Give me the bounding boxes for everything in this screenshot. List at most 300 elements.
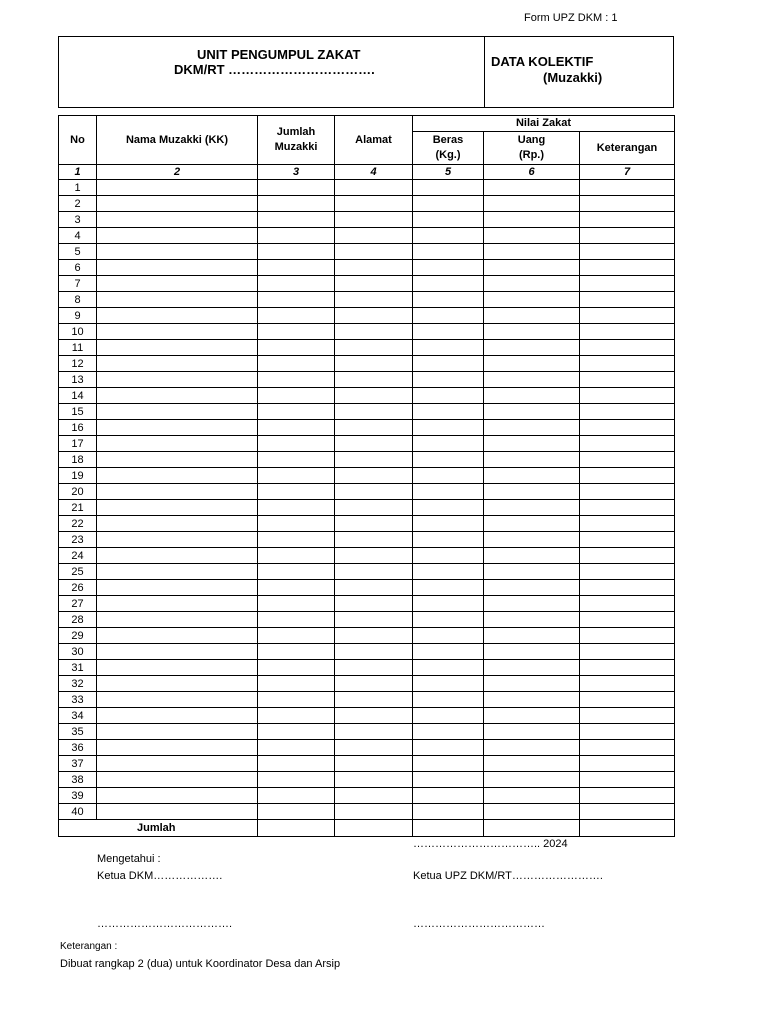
- table-cell[interactable]: [484, 244, 580, 260]
- table-cell[interactable]: [484, 788, 580, 804]
- table-cell[interactable]: [413, 676, 484, 692]
- table-cell[interactable]: [335, 676, 413, 692]
- table-cell[interactable]: [580, 196, 675, 212]
- table-cell[interactable]: [97, 180, 258, 196]
- header-box: [58, 36, 674, 108]
- table-cell[interactable]: [97, 260, 258, 276]
- row-number: 16: [59, 420, 97, 436]
- column-number: 1: [59, 165, 97, 180]
- table-cell[interactable]: [413, 612, 484, 628]
- table-cell[interactable]: [580, 612, 675, 628]
- row-number: 38: [59, 772, 97, 788]
- table-cell[interactable]: [258, 452, 335, 468]
- table-cell[interactable]: [484, 436, 580, 452]
- table-cell[interactable]: [580, 356, 675, 372]
- table-cell[interactable]: [484, 260, 580, 276]
- table-cell[interactable]: [335, 420, 413, 436]
- table-cell[interactable]: [97, 756, 258, 772]
- col-header-uang-line2: (Rp.): [518, 149, 545, 161]
- table-cell[interactable]: [335, 692, 413, 708]
- table-row: [59, 228, 675, 244]
- table-cell[interactable]: [413, 804, 484, 820]
- table-cell[interactable]: [413, 420, 484, 436]
- table-cell[interactable]: [97, 452, 258, 468]
- table-cell[interactable]: [484, 388, 580, 404]
- row-number: 15: [59, 404, 97, 420]
- table-cell[interactable]: [97, 804, 258, 820]
- table-cell[interactable]: [484, 420, 580, 436]
- table-cell[interactable]: [484, 308, 580, 324]
- row-number: 26: [59, 580, 97, 596]
- table-cell[interactable]: [97, 692, 258, 708]
- table-cell[interactable]: [413, 180, 484, 196]
- table-cell[interactable]: [580, 756, 675, 772]
- table-cell[interactable]: [97, 676, 258, 692]
- table-cell[interactable]: [258, 276, 335, 292]
- table-cell[interactable]: [97, 644, 258, 660]
- table-cell[interactable]: [484, 628, 580, 644]
- table-row: [59, 452, 675, 468]
- table-cell[interactable]: [484, 404, 580, 420]
- row-number: 22: [59, 516, 97, 532]
- table-cell[interactable]: [580, 388, 675, 404]
- table-cell[interactable]: [413, 532, 484, 548]
- table-cell[interactable]: [335, 564, 413, 580]
- table-cell[interactable]: [97, 484, 258, 500]
- table-cell[interactable]: [580, 564, 675, 580]
- table-cell[interactable]: [97, 404, 258, 420]
- table-cell[interactable]: [335, 404, 413, 420]
- table-cell[interactable]: [413, 644, 484, 660]
- table-cell[interactable]: [335, 596, 413, 612]
- table-cell[interactable]: [484, 772, 580, 788]
- table-cell[interactable]: [97, 196, 258, 212]
- table-cell[interactable]: [258, 372, 335, 388]
- table-cell[interactable]: [258, 516, 335, 532]
- table-cell[interactable]: [484, 340, 580, 356]
- table-cell[interactable]: [484, 516, 580, 532]
- row-number: 29: [59, 628, 97, 644]
- table-cell[interactable]: [258, 708, 335, 724]
- table-cell[interactable]: [580, 292, 675, 308]
- table-cell[interactable]: [484, 676, 580, 692]
- table-cell[interactable]: [484, 468, 580, 484]
- row-number: 11: [59, 340, 97, 356]
- table-cell[interactable]: [258, 660, 335, 676]
- row-number: 5: [59, 244, 97, 260]
- table-cell[interactable]: [97, 660, 258, 676]
- table-cell[interactable]: [413, 516, 484, 532]
- table-row: [59, 276, 675, 292]
- table-cell[interactable]: [580, 708, 675, 724]
- table-cell[interactable]: [335, 292, 413, 308]
- table-cell[interactable]: [413, 708, 484, 724]
- table-row: [59, 596, 675, 612]
- table-cell[interactable]: [258, 612, 335, 628]
- table-cell[interactable]: [484, 324, 580, 340]
- table-cell[interactable]: [97, 212, 258, 228]
- table-cell[interactable]: [97, 628, 258, 644]
- table-cell[interactable]: [258, 548, 335, 564]
- table-cell[interactable]: [580, 532, 675, 548]
- table-cell[interactable]: [484, 212, 580, 228]
- row-number: 24: [59, 548, 97, 564]
- table-cell[interactable]: [97, 436, 258, 452]
- row-number: 9: [59, 308, 97, 324]
- table-cell[interactable]: [335, 740, 413, 756]
- table-cell[interactable]: [258, 244, 335, 260]
- table-cell[interactable]: [258, 388, 335, 404]
- table-cell[interactable]: [335, 644, 413, 660]
- column-number: 4: [335, 165, 413, 180]
- table-cell[interactable]: [97, 740, 258, 756]
- table-row: [59, 708, 675, 724]
- table-row: [59, 612, 675, 628]
- table-cell[interactable]: [413, 244, 484, 260]
- table-cell[interactable]: [335, 260, 413, 276]
- column-number: 5: [413, 165, 484, 180]
- table-row: [59, 292, 675, 308]
- table-cell[interactable]: [97, 708, 258, 724]
- table-cell[interactable]: [258, 596, 335, 612]
- table-cell[interactable]: [335, 628, 413, 644]
- table-cell[interactable]: [335, 340, 413, 356]
- signature-line-upz: ………………………………: [413, 918, 545, 930]
- table-cell[interactable]: [484, 356, 580, 372]
- ketua-upz-label: Ketua UPZ DKM/RT…………………….: [413, 870, 603, 882]
- table-cell[interactable]: [484, 756, 580, 772]
- col-header-uang: [484, 132, 580, 165]
- table-cell[interactable]: [335, 372, 413, 388]
- table-cell[interactable]: [580, 804, 675, 820]
- table-row: [59, 180, 675, 196]
- table-cell[interactable]: [335, 660, 413, 676]
- table-cell[interactable]: [335, 804, 413, 820]
- table-cell[interactable]: [97, 788, 258, 804]
- table-cell[interactable]: [258, 628, 335, 644]
- table-cell[interactable]: [580, 180, 675, 196]
- table-cell[interactable]: [97, 388, 258, 404]
- table-cell[interactable]: [258, 564, 335, 580]
- table-cell[interactable]: [413, 500, 484, 516]
- table-cell[interactable]: [580, 548, 675, 564]
- table-cell[interactable]: [413, 212, 484, 228]
- table-cell[interactable]: [97, 324, 258, 340]
- table-cell[interactable]: [335, 180, 413, 196]
- table-cell[interactable]: [335, 756, 413, 772]
- table-cell[interactable]: [335, 436, 413, 452]
- table-cell[interactable]: [335, 580, 413, 596]
- table-cell[interactable]: [97, 596, 258, 612]
- column-number: 3: [258, 165, 335, 180]
- table-cell[interactable]: [484, 292, 580, 308]
- table-cell[interactable]: [580, 628, 675, 644]
- table-row: [59, 404, 675, 420]
- table-cell[interactable]: [580, 420, 675, 436]
- table-cell[interactable]: [580, 676, 675, 692]
- table-cell[interactable]: [335, 548, 413, 564]
- table-cell[interactable]: [335, 772, 413, 788]
- table-cell[interactable]: [258, 324, 335, 340]
- table-cell[interactable]: [258, 260, 335, 276]
- table-cell[interactable]: [484, 612, 580, 628]
- table-cell[interactable]: [335, 308, 413, 324]
- table-cell[interactable]: [484, 692, 580, 708]
- table-cell[interactable]: [580, 244, 675, 260]
- table-cell[interactable]: [413, 340, 484, 356]
- table-cell[interactable]: [413, 292, 484, 308]
- total-cell: [484, 820, 580, 837]
- table-cell[interactable]: [335, 244, 413, 260]
- table-cell[interactable]: [413, 260, 484, 276]
- total-cell: [258, 820, 335, 837]
- table-cell[interactable]: [258, 308, 335, 324]
- table-cell[interactable]: [484, 500, 580, 516]
- table-cell[interactable]: [335, 468, 413, 484]
- table-cell[interactable]: [413, 788, 484, 804]
- table-cell[interactable]: [413, 324, 484, 340]
- row-number: 36: [59, 740, 97, 756]
- table-cell[interactable]: [484, 180, 580, 196]
- table-cell[interactable]: [413, 772, 484, 788]
- table-cell[interactable]: [335, 724, 413, 740]
- table-cell[interactable]: [413, 580, 484, 596]
- table-cell[interactable]: [335, 276, 413, 292]
- table-row: [59, 772, 675, 788]
- table-cell[interactable]: [484, 548, 580, 564]
- table-cell[interactable]: [97, 276, 258, 292]
- table-cell[interactable]: [97, 724, 258, 740]
- table-cell[interactable]: [484, 708, 580, 724]
- table-cell[interactable]: [97, 500, 258, 516]
- table-cell[interactable]: [484, 532, 580, 548]
- table-cell[interactable]: [97, 468, 258, 484]
- table-cell[interactable]: [484, 276, 580, 292]
- table-cell[interactable]: [413, 628, 484, 644]
- table-cell[interactable]: [484, 580, 580, 596]
- table-cell[interactable]: [258, 644, 335, 660]
- table-cell[interactable]: [484, 452, 580, 468]
- table-cell[interactable]: [580, 580, 675, 596]
- total-cell: [580, 820, 675, 837]
- table-cell[interactable]: [580, 516, 675, 532]
- table-cell[interactable]: [335, 612, 413, 628]
- col-header-uang-line1: Uang: [517, 134, 546, 146]
- table-cell[interactable]: [580, 788, 675, 804]
- table-cell[interactable]: [413, 228, 484, 244]
- table-cell[interactable]: [580, 692, 675, 708]
- table-cell[interactable]: [413, 660, 484, 676]
- table-cell[interactable]: [258, 292, 335, 308]
- table-cell[interactable]: [413, 564, 484, 580]
- table-cell[interactable]: [580, 484, 675, 500]
- table-cell[interactable]: [413, 484, 484, 500]
- table-cell[interactable]: [335, 484, 413, 500]
- table-cell[interactable]: [580, 644, 675, 660]
- table-cell[interactable]: [258, 692, 335, 708]
- table-cell[interactable]: [258, 196, 335, 212]
- table-cell[interactable]: [97, 356, 258, 372]
- table-cell[interactable]: [335, 516, 413, 532]
- table-cell[interactable]: [335, 228, 413, 244]
- table-cell[interactable]: [335, 324, 413, 340]
- table-cell[interactable]: [413, 548, 484, 564]
- col-header-nama: Nama Muzakki (KK): [97, 116, 258, 165]
- table-cell[interactable]: [335, 196, 413, 212]
- table-cell[interactable]: [335, 356, 413, 372]
- table-cell[interactable]: [97, 548, 258, 564]
- table-row: [59, 804, 675, 820]
- row-number: 33: [59, 692, 97, 708]
- table-cell[interactable]: [484, 372, 580, 388]
- table-cell[interactable]: [97, 580, 258, 596]
- table-cell[interactable]: [335, 500, 413, 516]
- table-cell[interactable]: [413, 308, 484, 324]
- table-cell[interactable]: [413, 452, 484, 468]
- table-cell[interactable]: [413, 356, 484, 372]
- table-cell[interactable]: [484, 596, 580, 612]
- table-cell[interactable]: [580, 372, 675, 388]
- table-cell[interactable]: [413, 436, 484, 452]
- table-cell[interactable]: [413, 596, 484, 612]
- table-cell[interactable]: [97, 340, 258, 356]
- column-number-row: [59, 165, 675, 180]
- table-cell[interactable]: [258, 788, 335, 804]
- table-cell[interactable]: [258, 420, 335, 436]
- table-cell[interactable]: [258, 404, 335, 420]
- ketua-dkm-label: Ketua DKM……………….: [97, 870, 223, 882]
- table-row: [59, 308, 675, 324]
- table-cell[interactable]: [413, 692, 484, 708]
- table-cell[interactable]: [484, 228, 580, 244]
- table-cell[interactable]: [580, 660, 675, 676]
- table-cell[interactable]: [258, 212, 335, 228]
- table-row: [59, 628, 675, 644]
- table-cell[interactable]: [335, 532, 413, 548]
- table-cell[interactable]: [580, 436, 675, 452]
- table-cell[interactable]: [580, 724, 675, 740]
- table-cell[interactable]: [335, 708, 413, 724]
- acknowledged-label: Mengetahui :: [97, 853, 161, 865]
- table-cell[interactable]: [258, 580, 335, 596]
- table-cell[interactable]: [335, 212, 413, 228]
- table-cell[interactable]: [335, 452, 413, 468]
- table-cell[interactable]: [335, 788, 413, 804]
- table-cell[interactable]: [580, 772, 675, 788]
- table-cell[interactable]: [97, 772, 258, 788]
- table-cell[interactable]: [413, 740, 484, 756]
- table-cell[interactable]: [580, 340, 675, 356]
- table-row: [59, 436, 675, 452]
- table-cell[interactable]: [413, 388, 484, 404]
- row-number: 10: [59, 324, 97, 340]
- table-cell[interactable]: [258, 676, 335, 692]
- table-cell[interactable]: [97, 612, 258, 628]
- table-cell[interactable]: [413, 756, 484, 772]
- table-cell[interactable]: [580, 740, 675, 756]
- table-cell[interactable]: [413, 724, 484, 740]
- table-cell[interactable]: [97, 420, 258, 436]
- table-cell[interactable]: [97, 372, 258, 388]
- table-cell[interactable]: [580, 228, 675, 244]
- table-cell[interactable]: [97, 292, 258, 308]
- row-number: 31: [59, 660, 97, 676]
- table-cell[interactable]: [413, 372, 484, 388]
- table-cell[interactable]: [413, 196, 484, 212]
- table-cell[interactable]: [97, 244, 258, 260]
- table-cell[interactable]: [97, 516, 258, 532]
- table-cell[interactable]: [484, 564, 580, 580]
- table-cell[interactable]: [97, 532, 258, 548]
- table-row: [59, 244, 675, 260]
- row-number: 20: [59, 484, 97, 500]
- table-cell[interactable]: [258, 468, 335, 484]
- table-row: [59, 420, 675, 436]
- table-cell[interactable]: [335, 388, 413, 404]
- row-number: 23: [59, 532, 97, 548]
- table-cell[interactable]: [580, 452, 675, 468]
- row-number: 7: [59, 276, 97, 292]
- table-cell[interactable]: [484, 484, 580, 500]
- table-cell[interactable]: [258, 724, 335, 740]
- table-cell[interactable]: [484, 644, 580, 660]
- table-cell[interactable]: [258, 356, 335, 372]
- table-cell[interactable]: [413, 468, 484, 484]
- row-number: 3: [59, 212, 97, 228]
- table-cell[interactable]: [580, 276, 675, 292]
- note-text: Dibuat rangkap 2 (dua) untuk Koordinator Desa dan Arsip: [60, 958, 341, 970]
- table-cell[interactable]: [484, 740, 580, 756]
- table-cell[interactable]: [580, 324, 675, 340]
- table-cell[interactable]: [484, 804, 580, 820]
- table-row: [59, 388, 675, 404]
- table-cell[interactable]: [580, 468, 675, 484]
- table-row: [59, 788, 675, 804]
- table-cell[interactable]: [258, 228, 335, 244]
- table-row: [59, 532, 675, 548]
- table-cell[interactable]: [580, 260, 675, 276]
- table-cell[interactable]: [97, 308, 258, 324]
- table-cell[interactable]: [258, 756, 335, 772]
- table-cell[interactable]: [484, 724, 580, 740]
- table-cell[interactable]: [580, 404, 675, 420]
- table-cell[interactable]: [258, 484, 335, 500]
- table-cell[interactable]: [258, 740, 335, 756]
- col-header-jumlah-line1: Jumlah: [276, 126, 316, 138]
- table-cell[interactable]: [258, 804, 335, 820]
- table-cell[interactable]: [258, 340, 335, 356]
- table-cell[interactable]: [484, 196, 580, 212]
- table-cell[interactable]: [484, 660, 580, 676]
- table-cell[interactable]: [258, 532, 335, 548]
- table-cell[interactable]: [258, 436, 335, 452]
- table-row: [59, 644, 675, 660]
- table-cell[interactable]: [258, 772, 335, 788]
- table-cell[interactable]: [580, 596, 675, 612]
- table-cell[interactable]: [258, 500, 335, 516]
- table-cell[interactable]: [97, 564, 258, 580]
- table-cell[interactable]: [580, 308, 675, 324]
- table-cell[interactable]: [580, 212, 675, 228]
- row-number: 35: [59, 724, 97, 740]
- table-cell[interactable]: [258, 180, 335, 196]
- col-header-no: No: [59, 116, 97, 165]
- table-cell[interactable]: [413, 276, 484, 292]
- table-cell[interactable]: [580, 500, 675, 516]
- note-label: Keterangan :: [60, 941, 118, 952]
- table-cell[interactable]: [97, 228, 258, 244]
- table-cell[interactable]: [413, 404, 484, 420]
